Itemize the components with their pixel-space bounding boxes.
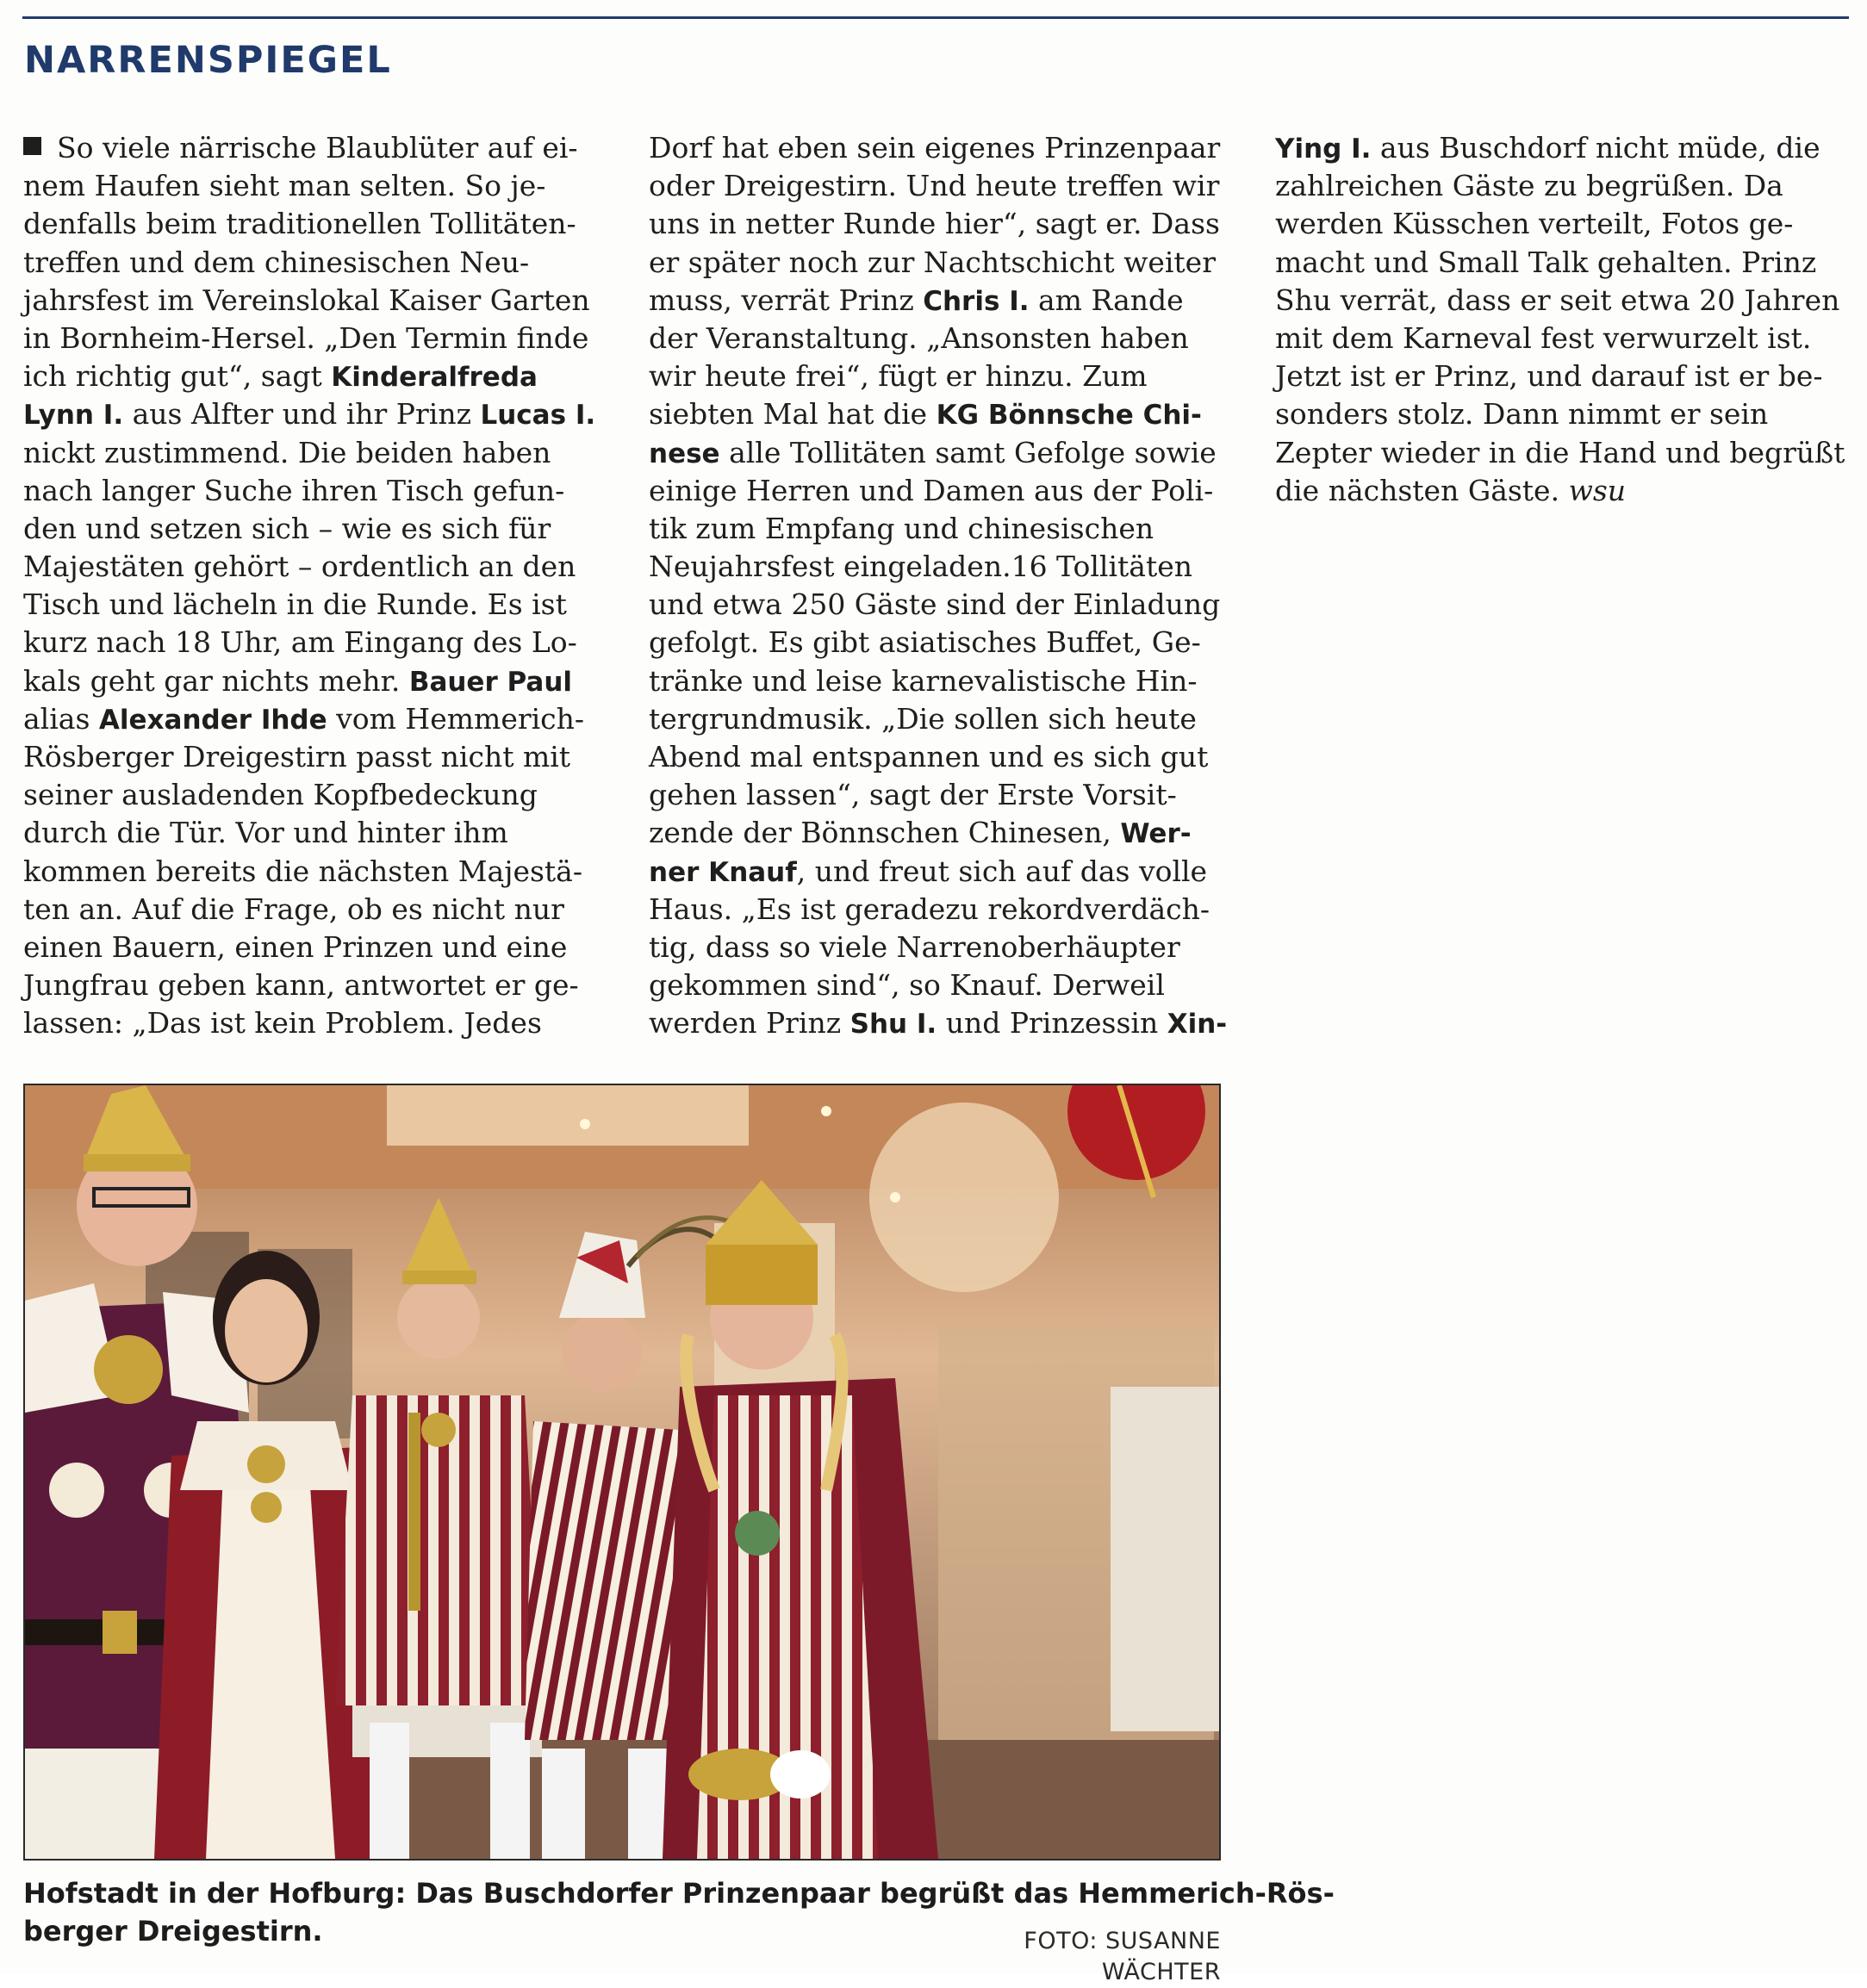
article-line <box>23 814 609 852</box>
article-line <box>649 586 1235 624</box>
text-run: ich richtig gut“, sagt <box>23 359 332 394</box>
article-line <box>1275 205 1861 243</box>
text-run: wir heute frei“, fügt er hinzu. Zum <box>649 359 1148 394</box>
article-line <box>649 167 1235 205</box>
article-photo <box>23 1084 1221 1861</box>
text-run: Jetzt ist er Prinz, und darauf ist er be- <box>1275 359 1823 394</box>
text-run: nickt zustimmend. Die beiden haben <box>23 435 551 469</box>
caption-line-1: Hofstadt in der Hofburg: Das Buschdorfer Prinzenpaar begrüßt das Hemmerich-Rös- <box>23 1877 1335 1910</box>
article-line <box>649 472 1235 510</box>
text-run: die nächsten Gäste. <box>1275 473 1569 507</box>
name-highlight: Lynn I. <box>23 400 124 432</box>
text-run: Abend mal entspannen und es sich gut <box>649 740 1209 773</box>
article-line <box>23 129 609 167</box>
text-run: denfalls beim traditionellen Tollitäten- <box>23 207 576 241</box>
article-line <box>23 586 609 624</box>
author-signature: wsu <box>1568 473 1627 507</box>
article-line <box>1275 129 1861 167</box>
article-line <box>649 129 1235 167</box>
text-run: Majestäten gehört – ordentlich an den <box>23 550 576 584</box>
article-line <box>649 700 1235 738</box>
name-highlight: Xin- <box>1167 1009 1228 1041</box>
article-line <box>1275 282 1861 320</box>
text-run: Dorf hat eben sein eigenes Prinzenpaar <box>649 131 1221 165</box>
article-line <box>23 395 609 433</box>
name-highlight: Shu I. <box>849 1009 937 1041</box>
article-line <box>23 1004 609 1042</box>
text-run: gefolgt. Es gibt asiatisches Buffet, Ge- <box>649 625 1201 660</box>
text-run: uns in netter Runde hier“, sagt er. Dass <box>649 207 1220 241</box>
text-run: gehen lassen“, sagt der Erste Vorsit- <box>649 778 1177 812</box>
article-line <box>23 624 609 662</box>
text-run: und etwa 250 Gäste sind der Einladung <box>649 587 1221 622</box>
text-run: aus Buschdorf nicht müde, die <box>1371 131 1820 165</box>
text-run: einen Bauern, einen Prinzen und eine <box>23 929 568 964</box>
text-run: lassen: „Das ist kein Problem. Jedes <box>23 1006 542 1041</box>
text-run: oder Dreigestirn. Und heute treffen wir <box>649 169 1220 203</box>
name-highlight: ner Knauf <box>649 856 797 888</box>
section-kicker: NARRENSPIEGEL <box>24 39 392 82</box>
text-run: tergrundmusik. „Die sollen sich heute <box>649 701 1197 736</box>
name-highlight: Alexander Ihde <box>98 704 327 736</box>
text-run: macht und Small Talk gehalten. Prinz <box>1275 245 1817 279</box>
article-line <box>649 357 1235 395</box>
text-run: in Bornheim-Hersel. „Den Termin finde <box>23 320 589 355</box>
text-run: mit dem Karneval fest verwurzelt ist. <box>1275 320 1812 355</box>
text-run: nach langer Suche ihren Tisch gefun- <box>23 473 565 507</box>
article-line <box>649 853 1235 891</box>
text-run: gekommen sind“, so Knauf. Derweil <box>649 968 1165 1003</box>
article-line <box>649 548 1235 586</box>
text-run: den und setzen sich – wie es sich für <box>23 511 551 545</box>
text-run: tränke und leise karnevalistische Hin- <box>649 663 1198 698</box>
article-column-3 <box>1275 129 1861 510</box>
article-line <box>649 510 1235 548</box>
article-line <box>23 891 609 929</box>
text-run: kurz nach 18 Uhr, am Eingang des Lo- <box>23 625 577 660</box>
text-run: zahlreichen Gäste zu begrüßen. Da <box>1275 169 1783 203</box>
text-run: Haus. „Es ist geradezu rekordverdäch- <box>649 891 1210 926</box>
article-line <box>23 357 609 395</box>
article-line <box>23 244 609 282</box>
text-run: zende der Bönnschen Chinesen, <box>649 816 1121 850</box>
article-line <box>23 282 609 320</box>
article-line <box>1275 167 1861 205</box>
name-highlight: Ying I. <box>1275 134 1372 165</box>
name-highlight: Bauer Paul <box>408 666 573 698</box>
article-line <box>1275 244 1861 282</box>
article-line <box>649 814 1235 852</box>
name-highlight: Kinderalfreda <box>331 362 538 394</box>
text-run: jahrsfest im Vereinslokal Kaiser Garten <box>23 283 590 317</box>
name-highlight: Lucas I. <box>480 400 596 432</box>
text-run: alias <box>23 701 99 736</box>
text-run: , und freut sich auf das volle <box>796 854 1208 888</box>
text-run: Rösberger Dreigestirn passt nicht mit <box>23 740 571 773</box>
text-run: einige Herren und Damen aus der Poli- <box>649 473 1214 507</box>
article-line <box>649 966 1235 1004</box>
text-run: aus Alfter und ihr Prinz <box>123 397 481 432</box>
article-column-1 <box>23 129 609 1043</box>
article-line <box>23 434 609 472</box>
carnival-photo-illustration <box>25 1085 1219 1859</box>
text-run: der Veranstaltung. „Ansonsten haben <box>649 320 1189 355</box>
caption-line-2: berger Dreigestirn. <box>23 1915 323 1948</box>
article-line <box>23 738 609 776</box>
text-run: kals geht gar nichts mehr. <box>23 663 409 698</box>
article-line <box>23 167 609 205</box>
text-run: Jungfrau geben kann, antwortet er ge- <box>23 968 579 1003</box>
text-run: siebten Mal hat die <box>649 397 937 432</box>
article-line <box>23 662 609 700</box>
article-line <box>649 662 1235 700</box>
text-run: ten an. Auf die Frage, ob es nicht nur <box>23 891 564 926</box>
article-line <box>649 776 1235 814</box>
article-line <box>23 966 609 1004</box>
article-column-2 <box>649 129 1235 1043</box>
article-line <box>649 434 1235 472</box>
text-run: werden Küsschen verteilt, Fotos ge- <box>1275 207 1794 241</box>
text-run: er später noch zur Nachtschicht weiter <box>649 245 1216 279</box>
article-line <box>649 738 1235 776</box>
article-line <box>1275 434 1861 472</box>
text-run: Tisch und lächeln in die Runde. Es ist <box>23 587 567 622</box>
text-run: muss, verrät Prinz <box>649 283 924 317</box>
name-highlight: Wer- <box>1120 818 1192 850</box>
article-line <box>1275 472 1861 510</box>
article-line <box>23 205 609 243</box>
article-line <box>23 929 609 966</box>
article-line <box>23 510 609 548</box>
text-run: durch die Tür. Vor und hinter ihm <box>23 816 508 850</box>
article-line <box>23 853 609 891</box>
text-run: Zepter wieder in die Hand und begrüßt <box>1275 435 1845 469</box>
article-line <box>1275 395 1861 433</box>
photo-credit: FOTO: SUSANNE WÄCHTER <box>1024 1928 1221 1985</box>
article-line <box>649 244 1235 282</box>
article-line <box>1275 357 1861 395</box>
name-highlight: nese <box>649 438 720 469</box>
square-bullet-icon <box>23 137 41 155</box>
text-run: So viele närrische Blaublüter auf ei- <box>57 131 578 165</box>
text-run: werden Prinz <box>649 1006 850 1041</box>
article-line <box>649 891 1235 929</box>
text-run: nem Haufen sieht man selten. So je- <box>23 169 546 203</box>
text-run: tig, dass so viele Narrenoberhäupter <box>649 929 1180 964</box>
article-line <box>649 1004 1235 1042</box>
article-line <box>1275 320 1861 357</box>
article-line <box>649 282 1235 320</box>
article-line <box>649 929 1235 966</box>
article-line <box>23 700 609 738</box>
text-run: am Rande <box>1029 283 1184 317</box>
text-run: alle Tollitäten samt Gefolge sowie <box>719 435 1217 469</box>
article-line <box>649 395 1235 433</box>
article-line <box>23 776 609 814</box>
article-line <box>649 320 1235 357</box>
name-highlight: KG Bönnsche Chi- <box>936 400 1202 432</box>
article-line <box>23 320 609 357</box>
text-run: treffen und dem chinesischen Neu- <box>23 245 530 279</box>
text-run: kommen bereits die nächsten Majestä- <box>23 854 582 888</box>
text-run: Shu verrät, dass er seit etwa 20 Jahren <box>1275 283 1840 317</box>
text-run: und Prinzessin <box>937 1006 1167 1041</box>
article-line <box>23 548 609 586</box>
text-run: seiner ausladenden Kopfbedeckung <box>23 778 538 812</box>
article-line <box>23 472 609 510</box>
text-run: vom Hemmerich- <box>327 701 585 736</box>
article-line <box>649 624 1235 662</box>
text-run: tik zum Empfang und chinesischen <box>649 511 1154 545</box>
text-run: sonders stolz. Dann nimmt er sein <box>1275 397 1769 432</box>
top-rule <box>22 16 1849 19</box>
article-line <box>649 205 1235 243</box>
text-run: Neujahrsfest eingeladen.16 Tollitäten <box>649 550 1193 584</box>
name-highlight: Chris I. <box>923 285 1030 317</box>
